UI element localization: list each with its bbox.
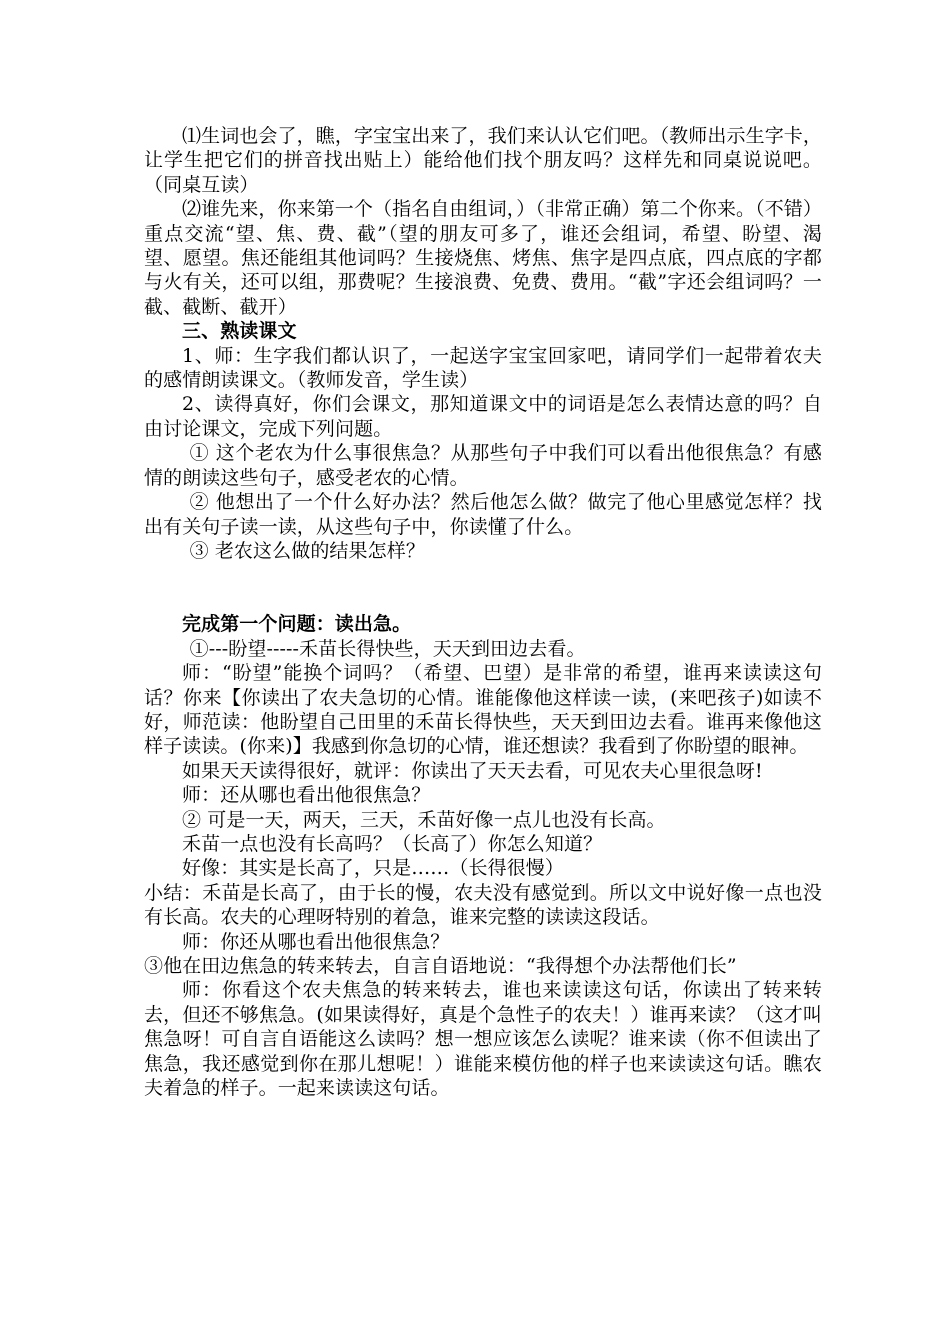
subheading-first-question: 完成第一个问题：读出急。 — [182, 613, 412, 636]
paragraph-new-words-intro: ⑴生词也会了，瞧，字宝宝出来了，我们来认认它们吧。（教师出示生字卡，让学生把它们的拼音找出贴上）能给他们找个朋友吗？这样先和同桌说说吧。（同桌互读） — [144, 125, 822, 196]
paragraph-teacher-panwang: 师：“盼望”能换个词吗？（希望、巴望）是非常的希望，谁再来读读这句话？你来【你读出了农夫急切的心情。谁能像他这样读一读，(来吧孩子)如读不好，师范读：他盼望自己田里的禾苗长得快些，天天到田边去看。谁再来像他这样子读读。(你来)】我感到你急切的心情，谁还想读？我看到了你盼望的眼神。 — [144, 662, 822, 758]
section-heading-read-text: 三、熟读课文 — [182, 320, 297, 343]
question-2: ② 他想出了一个什么好办法？然后他怎么做？做完了他心里感觉怎样？找出有关句子读一读，从这些句子中，你读懂了什么。 — [144, 491, 822, 538]
question-1: ① 这个老农为什么事很焦急？从那些句子中我们可以看出他很焦急？有感情的朗读这些句子，感受老农的心情。 — [144, 442, 822, 489]
paragraph-teacher-reading: 师：你看这个农夫焦急的转来转去，谁也来读读这句话，你读出了转来转去，但还不够焦急。(如果读得好，真是个急性子的农夫！）谁再来读？（这才叫焦急呀！可自言自语能这么读吗？想一想应该怎么读呢？谁来读（你不但读出了焦急，我还感觉到你在那儿想呢！）谁能来模仿他的样子也来读读这句话。瞧农夫着急的样子。一起来读读这句话。 — [144, 979, 822, 1100]
blank-spacer — [144, 563, 822, 612]
quote-panwang: ①---盼望-----禾苗长得快些，天天到田边去看。 — [189, 637, 586, 660]
paragraph-step-1: 1、师：生字我们都认识了，一起送字宝宝回家吧，请同学们一起带着农夫的感情朗读课文。（教师发音，学生读） — [144, 344, 822, 392]
paragraph-haoxiang: 好像：其实是长高了，只是……（长得很慢） — [182, 857, 565, 880]
paragraph-word-building: ⑵谁先来，你来第一个（指名自由组词，）（非常正确）第二个你来。（不错）重点交流“望、焦、费、截”（望的朋友可多了，谁还会组词，希望、盼望、渴望、愿望。焦还能组其他词吗？生接烧焦、烤焦、焦字是四点底，四点底的字都与火有关，还可以组，那费呢？生接浪费、免费、费用。“截”字还会组词吗？一截、截断、截开） — [144, 198, 823, 318]
document-body — [144, 124, 822, 1100]
question-3: ③ 老农这么做的结果怎样？ — [189, 539, 425, 562]
quote-one-day: ② 可是一天，两天，三天，禾苗好像一点儿也没有长高。 — [182, 808, 666, 831]
paragraph-evaluation: 如果天天读得很好，就评：你读出了天天去看，可见农夫心里很急呀! — [182, 759, 763, 782]
paragraph-step-2: 2、读得真好，你们会课文，那知道课文中的词语是怎么表情达意的吗？自由讨论课文，完成下列问题。 — [144, 393, 822, 440]
quote-field-edge: ③他在田边焦急的转来转去，自言自语地说：“我得想个办法帮他们长” — [144, 955, 737, 977]
paragraph-grew-question: 禾苗一点也没有长高吗？（长高了）你怎么知道？ — [182, 832, 603, 855]
paragraph-summary: 小结：禾苗是长高了，由于长的慢，农夫没有感觉到。所以文中说好像一点也没有长高。农夫的心理呀特别的着急，谁来完整的读读这段话。 — [144, 881, 822, 929]
paragraph-teacher-question-2: 师：你还从哪也看出他很焦急？ — [182, 930, 450, 953]
paragraph-teacher-question: 师：还从哪也看出他很焦急？ — [182, 784, 431, 807]
